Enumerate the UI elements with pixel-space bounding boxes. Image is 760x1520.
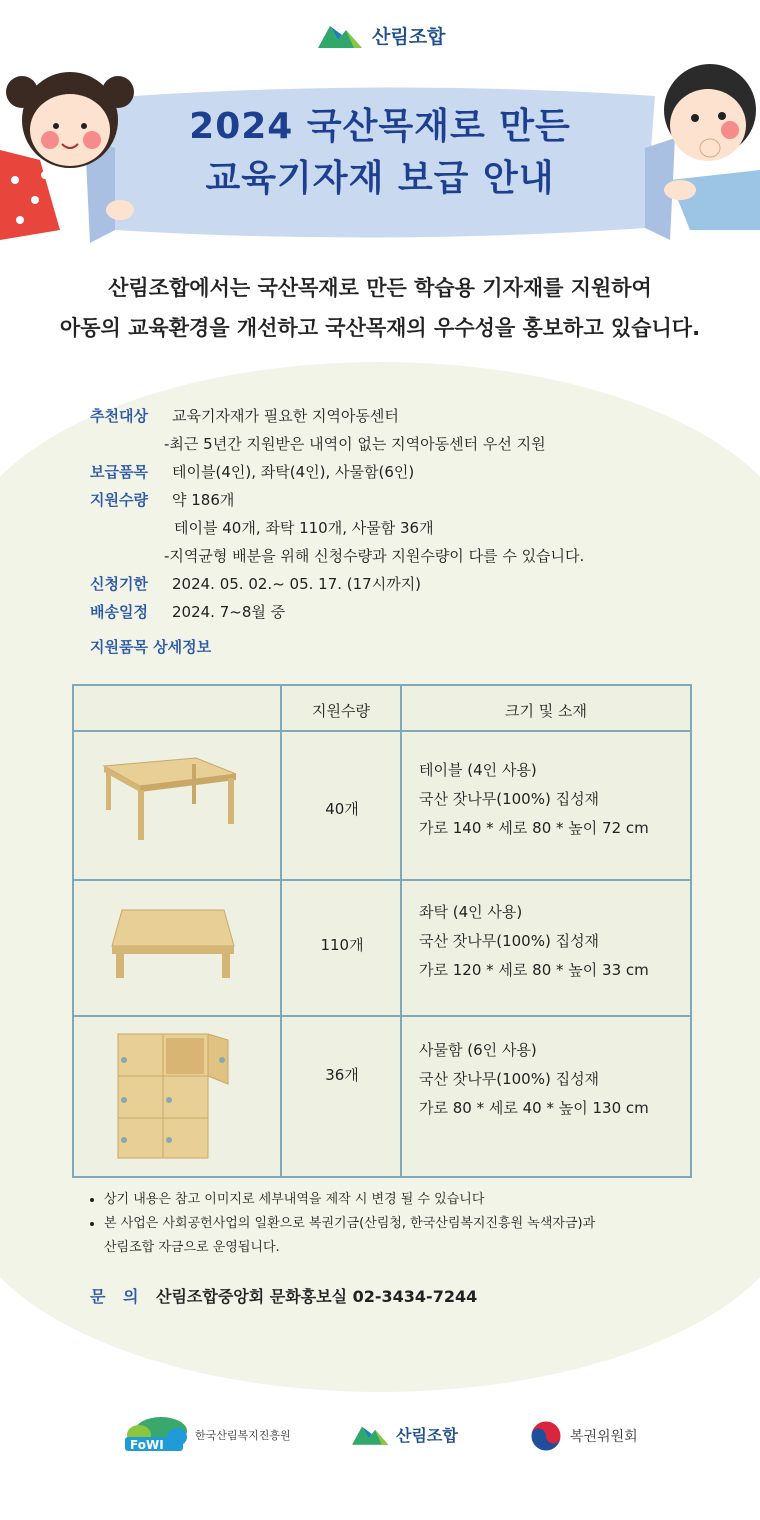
note-2b: 산림조합 자금으로 운영됩니다.: [104, 1240, 280, 1255]
row1-spec-name: 테이블 (4인 사용): [419, 761, 537, 779]
table-row3-qty: 36개: [325, 1066, 359, 1084]
fowi-mark-text: FoWI: [130, 1438, 164, 1452]
top-logo: [316, 18, 445, 52]
row3-spec-size: 가로 80 * 세로 40 * 높이 130 cm: [419, 1099, 649, 1117]
bokgwon-text: 복권위원회: [570, 1429, 638, 1445]
logo-text: 산림조합: [372, 25, 446, 48]
quantity-value: 약 186개: [172, 491, 235, 509]
wooden-table-image: [100, 754, 240, 844]
fowi-logo-icon: [125, 1415, 189, 1455]
fowi-logo: [125, 1415, 291, 1455]
footer-sanlim-logo: [350, 1420, 458, 1448]
row3-spec-material: 국산 잣나무(100%) 집성재: [419, 1070, 600, 1088]
deadline-row: [90, 573, 421, 594]
row2-spec-material: 국산 잣나무(100%) 집성재: [419, 932, 600, 950]
quantity-row: [90, 489, 234, 510]
table-row2-spec: [419, 898, 649, 985]
table-row3-spec: [419, 1036, 649, 1123]
delivery-label: 배송일정: [90, 603, 148, 621]
contact-label: 문 의: [90, 1287, 145, 1306]
quantity-sub1: 테이블 40개, 좌탁 110개, 사물함 36개: [174, 519, 434, 537]
page-title-line1: 2024 국산목재로 만든: [189, 106, 571, 147]
note-2a: 본 사업은 사회공헌사업의 일환으로 복권기금(산림청, 한국산림복지진흥원 녹색자금)과: [104, 1216, 596, 1231]
table-row1-qty: 40개: [325, 800, 359, 818]
low-table-image: [108, 906, 238, 981]
table-row2-qty: 110개: [320, 936, 364, 954]
page-title-line2: 교육기자재 보급 안내: [205, 158, 555, 199]
note-1: • 상기 내용은 참고 이미지로 세부내역을 제작 시 변경 될 수 있습니다: [104, 1188, 595, 1212]
detail-section-title: 지원품목 상세정보: [90, 638, 212, 656]
sanlim-logo-icon: [316, 18, 366, 52]
intro-line1: 산림조합에서는 국산목재로 만든 학습용 기자재를 지원하여: [108, 276, 652, 300]
note-2: [104, 1212, 595, 1260]
delivery-row: [90, 601, 285, 622]
target-sub: -최근 5년간 지원받은 내역이 없는 지역아동센터 우선 지원: [164, 435, 546, 453]
row1-spec-material: 국산 잣나무(100%) 집성재: [419, 790, 600, 808]
row1-spec-size: 가로 140 * 세로 80 * 높이 72 cm: [419, 819, 649, 837]
table-header-spec: 크기 및 소재: [505, 702, 587, 720]
table-header-qty: 지원수량: [312, 702, 370, 720]
items-value: 테이블(4인), 좌탁(4인), 사물함(6인): [172, 463, 415, 481]
locker-image: [114, 1030, 234, 1162]
quantity-label: 지원수량: [90, 491, 148, 509]
target-value: 교육기자재가 필요한 지역아동센터: [172, 407, 399, 425]
row3-spec-name: 사물함 (6인 사용): [419, 1041, 537, 1059]
items-row: [90, 461, 414, 482]
table-row1-spec: [419, 756, 649, 843]
notes: [88, 1188, 595, 1260]
contact-value: 산림조합중앙회 문화홍보실 02-3434-7244: [156, 1287, 478, 1306]
product-table: [72, 684, 692, 1178]
contact-row: [90, 1284, 477, 1307]
sanlim-footer-icon: [350, 1420, 392, 1448]
delivery-value: 2024. 7~8월 중: [172, 603, 286, 621]
footer-sanlim-text: 산림조합: [396, 1425, 458, 1445]
target-label: 추천대상: [90, 407, 148, 425]
taegeuk-icon: [530, 1420, 562, 1452]
target-row: [90, 405, 399, 426]
bokgwon-logo: [530, 1420, 638, 1452]
row2-spec-name: 좌탁 (4인 사용): [419, 903, 523, 921]
deadline-value: 2024. 05. 02.~ 05. 17. (17시까지): [172, 575, 422, 593]
items-label: 보급품목: [90, 463, 148, 481]
deadline-label: 신청기한: [90, 575, 148, 593]
fowi-text: 한국산림복지진흥원: [195, 1429, 291, 1442]
intro-line2: 아동의 교육환경을 개선하고 국산목재의 우수성을 홍보하고 있습니다.: [59, 316, 701, 340]
row2-spec-size: 가로 120 * 세로 80 * 높이 33 cm: [419, 961, 649, 979]
quantity-sub2: -지역균형 배분을 위해 신청수량과 지원수량이 다를 수 있습니다.: [164, 547, 585, 565]
